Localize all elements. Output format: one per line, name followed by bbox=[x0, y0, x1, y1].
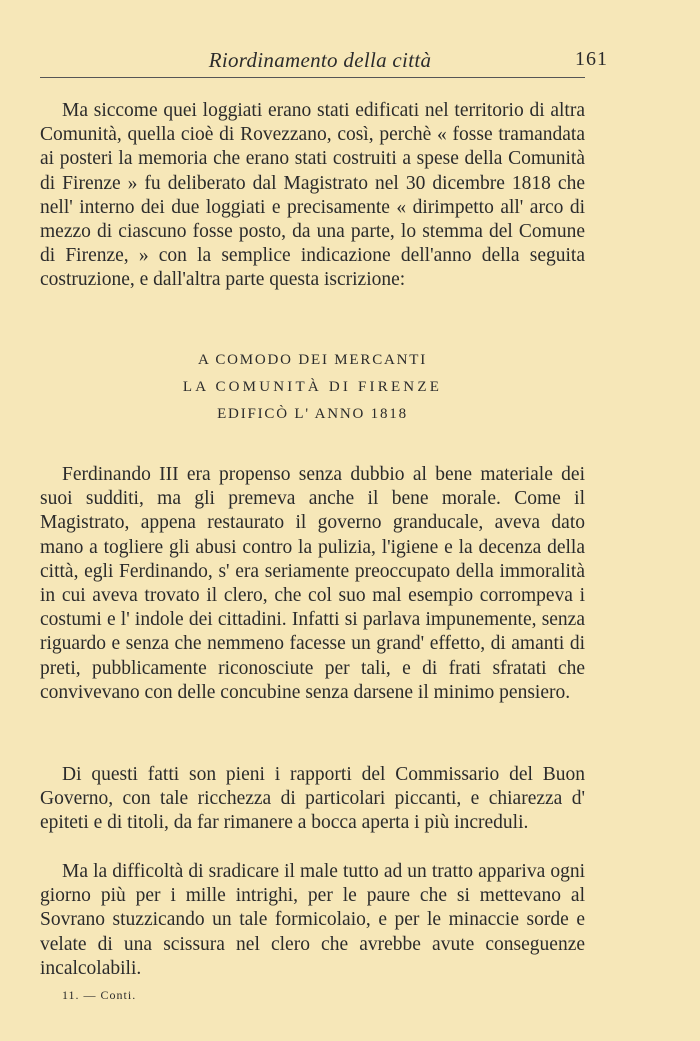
inscription bbox=[40, 347, 585, 428]
inscription-line-1: A COMODO DEI MERCANTI bbox=[197, 352, 428, 368]
running-title: Riordinamento della città bbox=[208, 48, 432, 72]
inscription-line-3: EDIFICÒ L' ANNO 1818 bbox=[217, 406, 408, 422]
paragraph-4 bbox=[40, 860, 585, 981]
signature-mark: 11. — Conti. bbox=[62, 988, 137, 1002]
running-head bbox=[40, 48, 608, 78]
paragraph-1 bbox=[40, 99, 585, 293]
page-number: 161 bbox=[575, 48, 608, 70]
paragraph-1-text: Ma siccome quei loggiati erano stati edificati nel territorio di altra Comunità, quella cioè di Rovezzano, così, perchè « fosse tramandata ai posteri la memoria che erano stati costruiti a spese della Comunità di Firenze » fu deliberato dal Magistrato nel 30 dicembre 1818 che nell' interno dei due loggiati e precisamente « dirimpetto all' arco di mezzo di ciascuno fosse posto, da una parte, lo stemma del Comune di Firenze, » con la semplice indicazione dell'anno della seguita costruzione, e dall'altra parte questa iscrizione: bbox=[40, 100, 585, 291]
header-rule bbox=[40, 77, 585, 78]
paragraph-2 bbox=[40, 463, 585, 705]
paragraph-3-text: Di questi fatti son pieni i rapporti del Commissario del Buon Governo, con tale ricchezza di particolari piccanti, e chiarezza d' epiteti e di titoli, da far rimanere a bocca aperta i più increduli. bbox=[40, 764, 585, 834]
inscription-line-2: LA COMUNITÀ DI FIRENZE bbox=[182, 379, 443, 395]
paragraph-4-text: Ma la difficoltà di sradicare il male tutto ad un tratto appariva ogni giorno più per i mille intrighi, per le paure che si mettevano al Sovrano stuzzicando un tale formicolaio, e per le minaccie sorde e velate di una scissura nel clero che avrebbe avute conseguenze incalcolabili. bbox=[40, 861, 585, 979]
paragraph-2-text: Ferdinando III era propenso senza dubbio al bene materiale dei suoi sudditi, ma gli premeva anche il bene morale. Come il Magistrato, appena restaurato il governo granducale, aveva dato mano a togliere gli abusi contro la pulizia, l'igiene e la decenza della città, egli Ferdinando, s' era seriamente preoccupato della immoralità in cui aveva trovato il clero, che col suo mal esempio corrompeva i costumi e l' indole dei cittadini. Infatti si parlava impunemente, senza riguardo e senza che nemmeno facesse un grand' effetto, di amanti di preti, pubblicamente riconosciute per tali, e di frati sfratati che convivevano con delle concubine senza darsene il minimo pensiero. bbox=[40, 464, 585, 703]
paragraph-3 bbox=[40, 763, 585, 836]
